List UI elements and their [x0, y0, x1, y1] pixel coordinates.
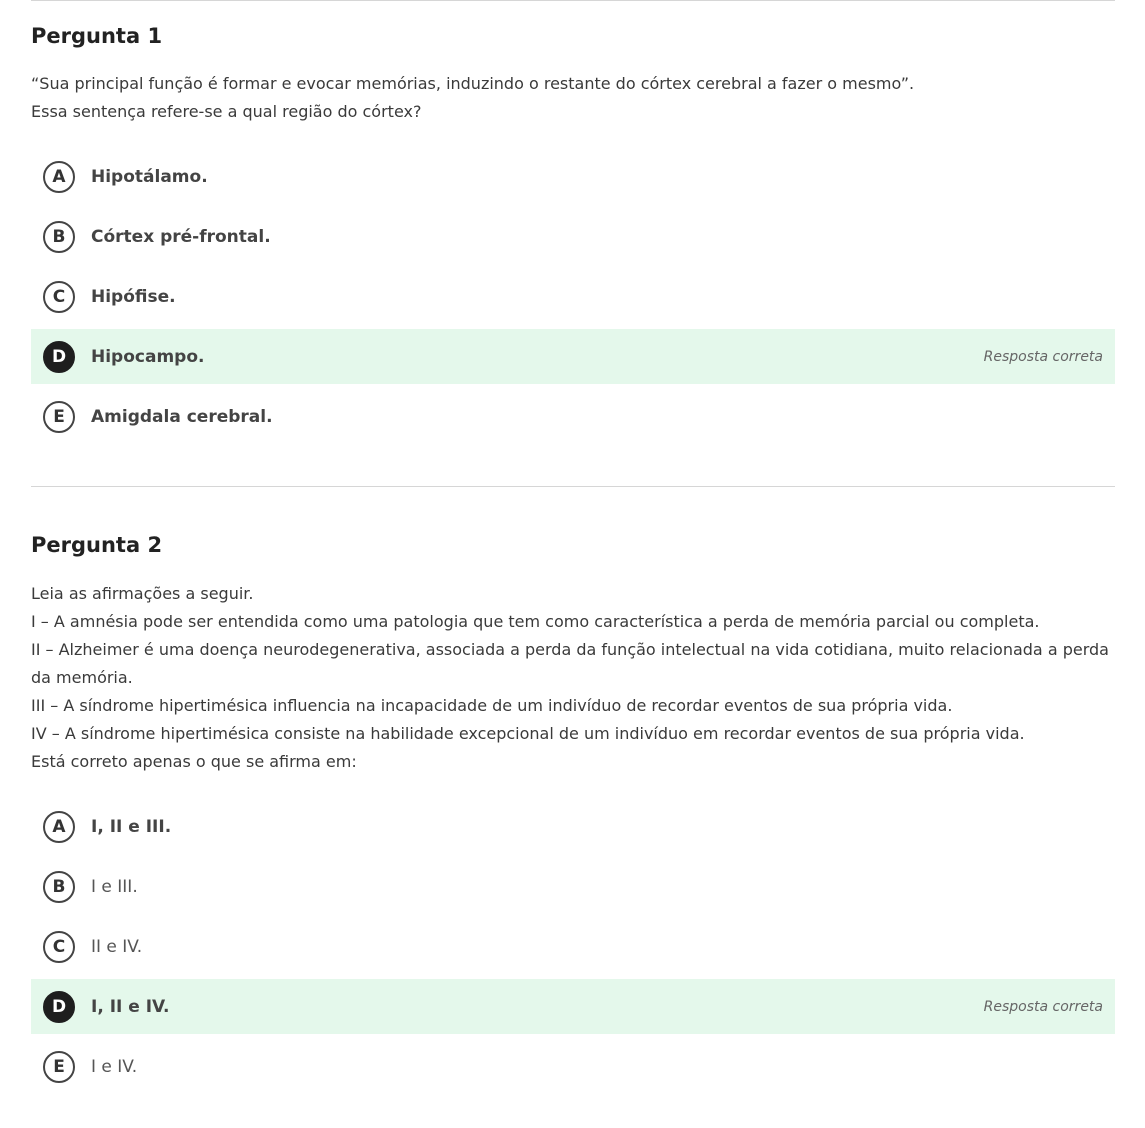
- correct-answer-label: Resposta correta: [983, 998, 1103, 1015]
- option-text: Hipocampo.: [91, 346, 205, 367]
- option-text: Hipotálamo.: [91, 166, 208, 187]
- option-letter-badge: C: [43, 281, 75, 313]
- option-letter-badge: B: [43, 221, 75, 253]
- question-1-option-b[interactable]: [31, 209, 1115, 264]
- question-2-option-d[interactable]: [31, 979, 1115, 1034]
- question-1-option-e[interactable]: [31, 389, 1115, 444]
- question-2-statement-line: III – A síndrome hipertimésica influencia na incapacidade de um indivíduo de recordar eventos de sua própria vida.: [31, 696, 953, 715]
- option-text: I e III.: [91, 876, 138, 897]
- question-2-statement: [31, 580, 1115, 776]
- option-letter-badge: C: [43, 931, 75, 963]
- question-2-options: [31, 799, 1115, 1094]
- option-text: II e IV.: [91, 936, 143, 957]
- option-letter-badge: D: [43, 991, 75, 1023]
- option-letter-badge: A: [43, 161, 75, 193]
- question-1-option-c[interactable]: [31, 269, 1115, 324]
- question-2-statement-line: II – Alzheimer é uma doença neurodegenerativa, associada a perda da função intelectual na vida cotidiana, muito relacionada a perda da memória.: [31, 640, 1109, 687]
- question-2-statement-line: Está correto apenas o que se afirma em:: [31, 752, 357, 771]
- correct-answer-label: Resposta correta: [983, 348, 1103, 365]
- option-text: Amigdala cerebral.: [91, 406, 273, 427]
- option-letter-badge: B: [43, 871, 75, 903]
- option-letter-badge: D: [43, 341, 75, 373]
- question-1-statement: [31, 70, 1115, 126]
- option-text: I, II e III.: [91, 816, 172, 837]
- question-2-title: Pergunta 2: [31, 533, 163, 557]
- question-2-option-a[interactable]: [31, 799, 1115, 854]
- option-text: I e IV.: [91, 1056, 138, 1077]
- question-2-option-b[interactable]: [31, 859, 1115, 914]
- question-1-statement-line: Essa sentença refere-se a qual região do córtex?: [31, 102, 422, 121]
- quiz-page: [31, 0, 1115, 1094]
- top-divider: [31, 0, 1115, 1]
- question-2-statement-line: Leia as afirmações a seguir.: [31, 584, 254, 603]
- option-text: I, II e IV.: [91, 996, 170, 1017]
- question-1-title: Pergunta 1: [31, 24, 163, 48]
- question-1: [31, 22, 1115, 444]
- question-1-statement-line: “Sua principal função é formar e evocar memórias, induzindo o restante do córtex cerebral a fazer o mesmo”.: [31, 74, 915, 93]
- question-2-option-e[interactable]: [31, 1039, 1115, 1094]
- question-1-option-d[interactable]: [31, 329, 1115, 384]
- option-letter-badge: A: [43, 811, 75, 843]
- question-2-option-c[interactable]: [31, 919, 1115, 974]
- question-2-statement-line: IV – A síndrome hipertimésica consiste na habilidade excepcional de um indivíduo em recordar eventos de sua própria vida.: [31, 724, 1025, 743]
- option-letter-badge: E: [43, 1051, 75, 1083]
- question-divider: [31, 486, 1115, 487]
- question-2-statement-line: I – A amnésia pode ser entendida como uma patologia que tem como característica a perda de memória parcial ou completa.: [31, 612, 1040, 631]
- question-1-options: [31, 149, 1115, 444]
- question-1-option-a[interactable]: [31, 149, 1115, 204]
- question-2: [31, 531, 1115, 1094]
- option-text: Córtex pré-frontal.: [91, 226, 271, 247]
- option-text: Hipófise.: [91, 286, 176, 307]
- option-letter-badge: E: [43, 401, 75, 433]
